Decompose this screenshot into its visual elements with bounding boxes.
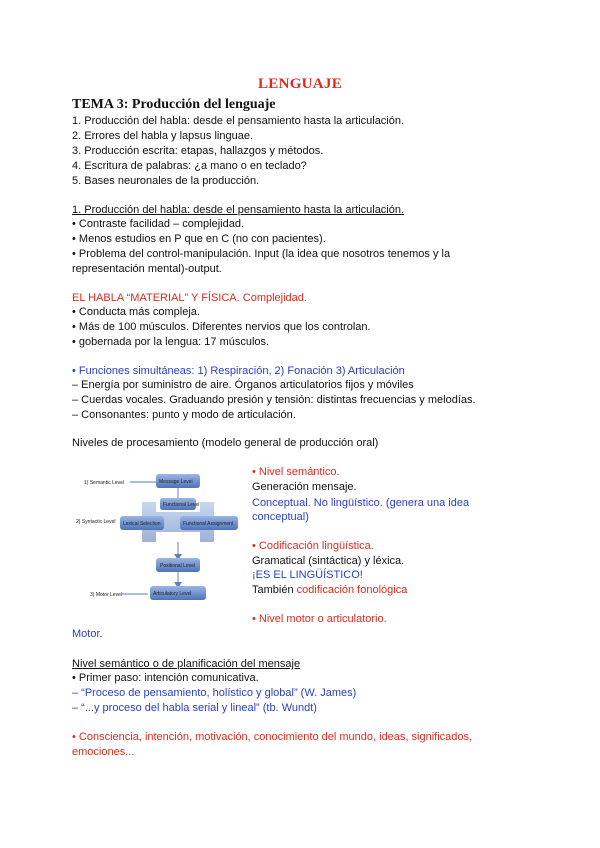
functional-assignment-text: Functional Assignment — [183, 521, 234, 527]
funciones-heading: • Funciones simultáneas: 1) Respiración, 2) Fonación 3) Articulación — [72, 365, 405, 377]
conceptual-line: Conceptual. No lingüístico. (genera una idea — [252, 497, 470, 509]
index-item: 1. Producción del habla: desde el pensamiento hasta la articulación. — [72, 115, 405, 127]
section1-bullet: • Problema del control-manipulación. Input (la idea que nosotros tenemos y la — [72, 248, 451, 260]
production-model-diagram — [72, 462, 248, 610]
funciones-item: – Energía por suministro de aire. Órganos articulatorios fijos y móviles — [72, 379, 414, 391]
motor-word: Motor. — [72, 628, 103, 640]
habla-bullet: • Más de 100 músculos. Diferentes nervios que los controlan. — [72, 321, 371, 333]
funciones-item: – Cuerdas vocales. Graduando presión y tensión: distintas frecuencias y melodías. — [72, 394, 476, 406]
habla-bullet: • Conducta más compleja. — [72, 306, 200, 318]
niveles-heading: Niveles de procesamiento (modelo general de producción oral) — [72, 437, 379, 449]
section1-bullet: representación mental)-output. — [72, 263, 222, 275]
habla-bullet: • gobernada por la lengua: 17 músculos. — [72, 336, 270, 348]
quote-james: – “Proceso de pensamiento, holístico y global” (W. James) — [72, 687, 357, 699]
articulatory-level-text: Articulatory Level — [153, 591, 192, 597]
syntactic-level-label: 2) Syntactic Level — [76, 519, 116, 525]
lexical-selection-text: Lexical Selection — [123, 521, 161, 527]
semantic-level-label: 1) Semantic Level — [84, 480, 125, 486]
index-item: 5. Bases neuronales de la producción. — [72, 175, 260, 187]
conceptual-line: conceptual) — [252, 511, 309, 523]
motor-level-label: 3) Motor Level — [90, 592, 122, 598]
generacion-mensaje: Generación mensaje. — [252, 481, 357, 493]
codificacion-fonologica: codificación fonológica — [296, 584, 408, 596]
tambien-word: También — [252, 584, 294, 596]
nivel-semantico-label: • Nivel semántico. — [252, 466, 340, 478]
es-linguistico: ¡ES EL LINGÜÍSTICO! — [252, 569, 363, 581]
topic-heading: TEMA 3: Producción del lenguaje — [72, 97, 276, 112]
index-item: 4. Escritura de palabras: ¿a mano o en teclado? — [72, 160, 307, 172]
functional-level-text: Functional Level — [163, 502, 200, 508]
section1-heading: 1. Producción del habla: desde el pensamiento hasta la articulación. — [72, 204, 405, 216]
index-item: 3. Producción escrita: etapas, hallazgos y métodos. — [72, 145, 324, 157]
primer-paso: • Primer paso: intención comunicativa. — [72, 672, 259, 684]
positional-level-text: Positional Level — [160, 563, 196, 569]
funciones-item: – Consonantes: punto y modo de articulación. — [72, 409, 296, 421]
index-item: 2. Errores del habla y lapsus linguae. — [72, 130, 253, 142]
tambien-line — [252, 583, 407, 597]
conciencia-line: • Consciencia, intención, motivación, conocimiento del mundo, ideas, significados, — [72, 731, 473, 743]
message-level-text: Message Level — [159, 479, 193, 485]
section1-bullet: • Contraste facilidad – complejidad. — [72, 218, 244, 230]
quote-wundt: – “...y proceso del habla serial y lineal” (tb. Wundt) — [72, 702, 317, 714]
nivel-motor-label: • Nivel motor o articulatorio. — [252, 613, 387, 625]
semantico-section-heading: Nivel semántico o de planificación del mensaje — [72, 658, 301, 670]
habla-heading: EL HABLA “MATERIAL” Y FÍSICA. Complejidad. — [72, 292, 307, 304]
section1-bullet: • Menos estudios en P que en C (no con pacientes). — [72, 233, 326, 245]
gramatical-line: Gramatical (sintáctica) y léxica. — [252, 555, 405, 567]
document-title: LENGUAJE — [257, 76, 343, 92]
conciencia-line: emociones... — [72, 746, 135, 758]
codificacion-label: • Codificación lingüística. — [252, 540, 374, 552]
